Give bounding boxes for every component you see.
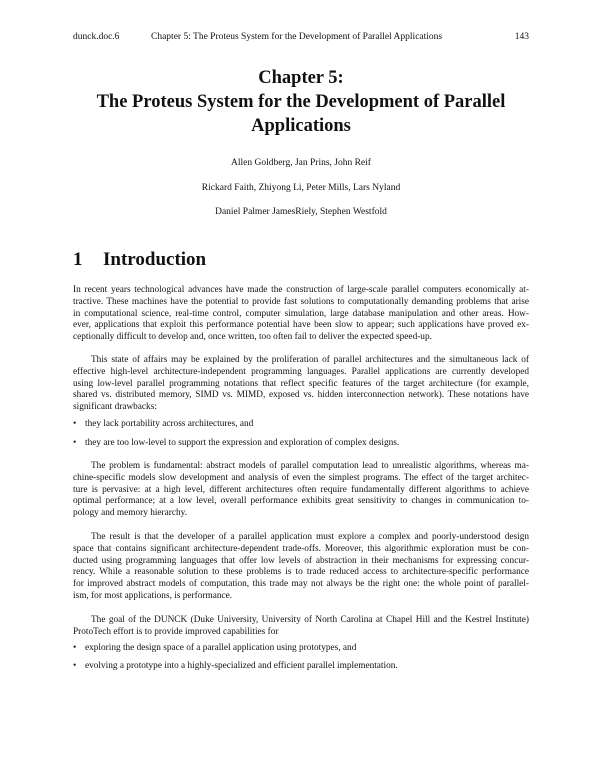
paragraph-5 xyxy=(73,615,529,639)
list-item-text: they are too low-level to support the expression and exploration of complex designs. xyxy=(85,438,400,448)
page-number: 143 xyxy=(514,32,529,42)
paragraph-line: In recent years technological advances have made the construction of large-scale parallel computers economically at- xyxy=(73,285,529,295)
list-item-text: they lack portability across architectures, and xyxy=(85,419,254,429)
section-number: 1 xyxy=(73,249,83,270)
running-title: Chapter 5: The Proteus System for the Development of Parallel Applications xyxy=(151,32,443,42)
section-heading xyxy=(73,248,206,272)
section-title: Introduction xyxy=(103,249,207,270)
chapter-title xyxy=(73,66,529,138)
authors-line-3: Daniel Palmer JamesRiely, Stephen Westfold xyxy=(215,207,387,217)
paragraph-line: ducted using programming languages that offer low levels of abstraction in their mechanisms for expressing concur- xyxy=(73,555,529,566)
paragraph-2 xyxy=(73,355,529,414)
paragraph-line: shared vs. distributed memory, SIMD vs. MIMD, exposed vs. hidden interconnection network). These notations have xyxy=(73,390,529,401)
paragraph-line: rency. While a reasonable solution to these problems is to trade reduced access to architecture-specific performance xyxy=(73,567,529,578)
paragraph-line: This state of affairs may be explained by the proliferation of parallel architectures and the simultaneous lack of xyxy=(91,355,529,365)
bullet-icon: • xyxy=(73,661,77,671)
paragraph-1 xyxy=(73,285,529,344)
paragraph-line: space that contains significant architecture-dependent trade-offs. Moreover, this algorithmic exploration must be con- xyxy=(73,543,529,554)
chapter-title-line-2: The Proteus System for the Development of Parallel xyxy=(96,92,506,112)
paragraph-line: The result is that the developer of a parallel application must explore a complex and poorly-understood design xyxy=(91,532,529,542)
paragraph-line: The problem is fundamental: abstract models of parallel computation lead to unrealistic algorithms, whereas ma- xyxy=(91,461,529,471)
paragraph-line: chine-specific models slow development and analysis of even the simplest programs. The effect of the target architec- xyxy=(73,472,529,483)
bullet-icon: • xyxy=(73,643,77,653)
chapter-title-line-3: Applications xyxy=(251,116,351,136)
paragraph-3 xyxy=(73,461,529,520)
paragraph-line: effective high-level architecture-independent programming languages. Parallel applications are currently developed xyxy=(73,366,529,377)
paragraph-line: in computational science, real-time control, computer simulation, large database manipulation and other areas. How- xyxy=(73,308,529,319)
paragraph-line: ture is pervasive: at a high level, different architectures often require fundamentally different algorithms to achieve xyxy=(73,484,529,495)
paragraph-line: The goal of the DUNCK (Duke University, University of North Carolina at Chapel Hill and the Kestrel Institute) xyxy=(91,615,529,625)
bullet-icon: • xyxy=(73,438,77,448)
paragraph-4 xyxy=(73,532,529,603)
paragraph-line: optimal performance; at a low level, overall performance exhibits great sensitivity to changes in communication to- xyxy=(73,496,529,507)
list-item-text: evolving a prototype into a highly-specialized and efficient parallel implementation. xyxy=(85,661,398,671)
chapter-label: Chapter 5: xyxy=(258,68,344,88)
authors-line-2: Rickard Faith, Zhiyong Li, Peter Mills, Lars Nyland xyxy=(201,183,401,193)
list-item-text: exploring the design space of a parallel application using prototypes, and xyxy=(85,643,357,653)
paragraph-line: using low-level parallel programming notations that reflect specific features of the target architecture (for example, xyxy=(73,378,529,389)
paragraph-line: ism, for most applications, is performance. xyxy=(73,590,233,601)
authors-line-1: Allen Goldberg, Jan Prins, John Reif xyxy=(231,158,371,168)
document-id: dunck.doc.6 xyxy=(73,32,120,42)
paragraph-line: ever, applications that exploit this performance potential have been slow to appear; such applications have proved ex- xyxy=(73,320,529,331)
paragraph-line: tractive. These machines have the potential to provide fast solutions to computationally demanding problems that arise xyxy=(73,296,529,307)
paragraph-line: significant drawbacks: xyxy=(73,402,157,413)
paragraph-line: for improved abstract models of computation, this trade may not always be the right one: the whole point of parallel- xyxy=(73,579,529,590)
paragraph-line: pology and memory hierarchy. xyxy=(73,508,188,519)
paragraph-line: ceptionally difficult to develop and, once written, too often fail to deliver the expected speed-up. xyxy=(73,332,432,343)
paragraph-line: ProtoTech effort is to provide improved capabilities for xyxy=(73,626,279,637)
bullet-icon: • xyxy=(73,419,77,429)
